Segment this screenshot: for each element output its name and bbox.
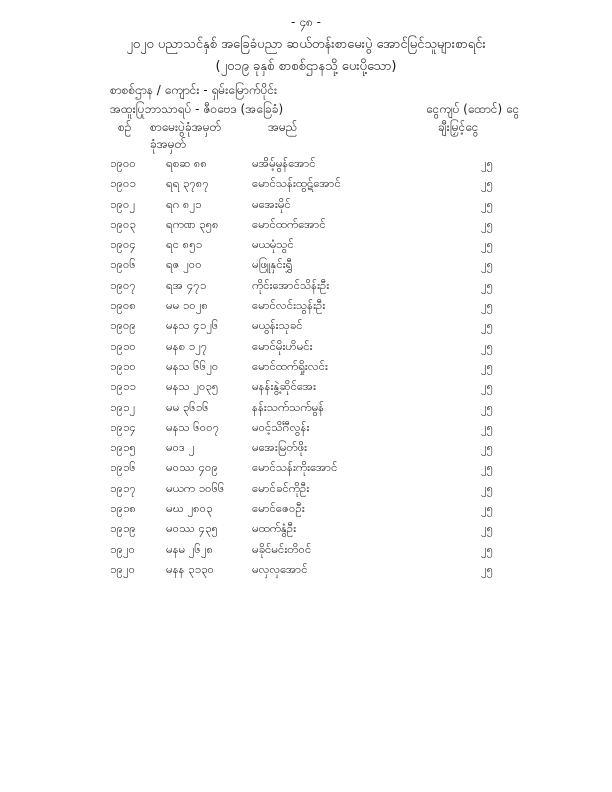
award-amount: ၂၅	[480, 257, 494, 272]
table-row	[0, 217, 612, 237]
award-amount: ၂၅	[480, 419, 494, 434]
student-name: မဝင့်သိင်္ဂီလွန်း	[252, 419, 310, 434]
roll-number: ရင ၈၅၁	[166, 237, 203, 252]
award-amount: ၂၅	[480, 379, 494, 394]
student-name: မယမုံသွင်	[252, 237, 294, 252]
row-number: ၁၉၁၀	[110, 358, 136, 373]
table-row	[0, 542, 612, 562]
document-title: ၂၀၂၀ ပညာသင်နှစ် အခြေခံပညာ ဆယ်တန်းစာမေးပွဲ အောင်မြင်သူများစာရင်း	[126, 37, 486, 52]
roll-number: ရဇ ၂၀၀	[166, 257, 202, 272]
table-row	[0, 176, 612, 196]
table-row	[0, 521, 612, 541]
student-name: မောင်ဇေဝဦး	[252, 501, 305, 516]
student-name: နန်းသက်သက်မွန်	[252, 399, 325, 414]
table-row	[0, 237, 612, 257]
row-number: ၁၉၁၀	[110, 338, 136, 353]
row-number: ၁၉၀၀	[110, 156, 136, 170]
student-name: မောင်ထက်အောင်	[252, 216, 326, 231]
student-name: မောင်သန်းကိုးအောင်	[252, 460, 338, 475]
roll-number: ရအ ၄၇၁	[166, 277, 207, 292]
roll-number: မမ ၃၆၁၆	[166, 399, 209, 414]
award-amount: ၂၅	[480, 196, 494, 211]
table-row	[0, 156, 612, 176]
award-amount: ၂၅	[480, 521, 494, 536]
student-name: မခိုင်မင်းတိဝင်	[252, 541, 312, 556]
award-amount: ၂၅	[480, 176, 494, 191]
award-amount: ၂၅	[480, 156, 494, 170]
row-number: ၁၉၁၇	[110, 480, 136, 495]
student-name: ကိုင်းအောင်သိန်းဦး	[252, 277, 330, 292]
row-number: ၁၉၂၀	[110, 541, 136, 556]
student-name: မလှလှအောင်	[252, 561, 308, 576]
roll-number: မဝဒ ၂	[166, 440, 195, 455]
row-number: ၁၉၁၄	[110, 419, 136, 434]
col-header-name: အမည်	[268, 120, 298, 134]
roll-number: မနသ ၆၆၂၀	[166, 358, 219, 373]
award-amount: ၂၅	[480, 338, 494, 353]
header-region: စာစစ်ဌာန / ကျောင်း - ရှမ်းမြောက်ပိုင်း	[110, 83, 278, 97]
award-amount: ၂၅	[480, 216, 494, 231]
roll-number: မနသ ၂၀၃၅	[166, 379, 219, 394]
roll-number: မနသ ၆၀၀၇	[166, 419, 220, 434]
table-row	[0, 379, 612, 399]
table-row	[0, 420, 612, 440]
row-number: ၁၉၀၃	[110, 216, 136, 231]
roll-number: မယက ၁၀၆၆	[166, 480, 225, 495]
row-number: ၁၉၀၁	[110, 176, 136, 191]
row-number: ၁၉၁၉	[110, 521, 136, 536]
roll-number: ရစဆ ၈၈	[166, 156, 207, 170]
roll-number: မဃ ၂၈၀၃	[166, 501, 213, 516]
row-number: ၁၉၁၈	[110, 501, 136, 516]
student-name: မအေးမြတ်ဖိုး	[252, 440, 308, 455]
document-subtitle: (၂၀၁၉ ခုနှစ် စာစစ်ဌာနသို့ ပေးပို့သော)	[215, 59, 397, 74]
roll-number: မမ ၁၀၂၈	[166, 298, 208, 313]
student-name: မအေးမိုင်	[252, 196, 291, 211]
col-header-roll-sub: ခုံအမှတ်	[150, 137, 187, 151]
col-header-amount: ချီးမြှင့်ငွေ	[438, 120, 479, 134]
roll-number: မဝဿ ၄၃၅	[166, 521, 218, 536]
award-amount: ၂၅	[480, 440, 494, 455]
table-row	[0, 359, 612, 379]
award-amount: ၂၅	[480, 358, 494, 373]
table-row	[0, 197, 612, 217]
student-name: မောင်လင်းသွန်းဦး	[252, 298, 326, 313]
student-name: မနန်းနွဲ့ဆိုင်အေး	[252, 379, 317, 394]
award-amount: ၂၅	[480, 318, 494, 333]
row-number: ၁၉၀၆	[110, 257, 136, 272]
roll-number: ရရ ၃၇၈၇	[166, 176, 209, 191]
table-row	[0, 562, 612, 582]
roll-number: ရကဏ ၃၅၈	[166, 216, 219, 231]
header-subject: အထူးပြုဘာသာရပ် - ဇီဝဗေဒ (အခြေခံ)	[110, 102, 284, 116]
roll-number: မဝဿ ၄၀၉	[166, 460, 218, 475]
row-number: ၁၉၁၁	[110, 379, 136, 394]
row-number: ၁၉၂၀	[110, 561, 136, 576]
roll-number: ရဂ ၈၂၁	[166, 196, 202, 211]
roll-number: မနမ ၂၆၂၈	[166, 541, 214, 556]
table-row	[0, 257, 612, 277]
table-row	[0, 440, 612, 460]
page-number: - ၄၈ -	[291, 15, 321, 29]
award-amount: ၂၅	[480, 399, 494, 414]
student-name: မအိမ့်မွန်အောင်	[252, 156, 316, 170]
roll-number: မနစ ၁၂၇	[166, 338, 208, 353]
award-amount: ၂၅	[480, 501, 494, 516]
student-name: မောင်သန်းထွဋ်အောင်	[252, 176, 341, 191]
student-name: မထက်နွံဦး	[252, 521, 297, 536]
table-row	[0, 481, 612, 501]
table-row	[0, 339, 612, 359]
col-header-no: စဉ်	[118, 120, 132, 134]
row-number: ၁၉၀၇	[110, 277, 136, 292]
row-number: ၁၉၁၂	[110, 399, 136, 414]
table-row	[0, 278, 612, 298]
row-number: ၁၉၀၄	[110, 237, 136, 252]
award-amount: ၂၅	[480, 561, 494, 576]
header-amount-unit: ငွေကျပ် (ထောင်) ငွေ	[426, 102, 520, 116]
award-amount: ၂၅	[480, 277, 494, 292]
results-table	[0, 156, 612, 582]
award-amount: ၂၅	[480, 298, 494, 313]
col-header-roll: စာမေးပွဲခုံအမှတ်	[150, 120, 222, 134]
award-amount: ၂၅	[480, 480, 494, 495]
row-number: ၁၉၀၂	[110, 196, 136, 211]
award-amount: ၂၅	[480, 541, 494, 556]
student-name: မောင်ထက်ရှိုးလင်း	[252, 358, 328, 373]
row-number: ၁၉၀၈	[110, 298, 136, 313]
table-row	[0, 460, 612, 480]
row-number: ၁၉၀၉	[110, 318, 136, 333]
table-row	[0, 501, 612, 521]
student-name: မယွန်းသုခင်	[252, 318, 303, 333]
table-row	[0, 318, 612, 338]
row-number: ၁၉၁၅	[110, 440, 136, 455]
student-name: မဖြူနှင်းရွှီ	[252, 257, 293, 272]
student-name: မောင်ခင်ကိုဦး	[252, 480, 310, 495]
award-amount: ၂၅	[480, 237, 494, 252]
row-number: ၁၉၁၆	[110, 460, 136, 475]
roll-number: မနသ ၄၁၂၆	[166, 318, 219, 333]
table-row	[0, 400, 612, 420]
student-name: မောင်မိုးဟိမင်း	[252, 338, 313, 353]
table-row	[0, 298, 612, 318]
roll-number: မနန ၃၁၃၀	[166, 561, 215, 576]
award-amount: ၂၅	[480, 460, 494, 475]
